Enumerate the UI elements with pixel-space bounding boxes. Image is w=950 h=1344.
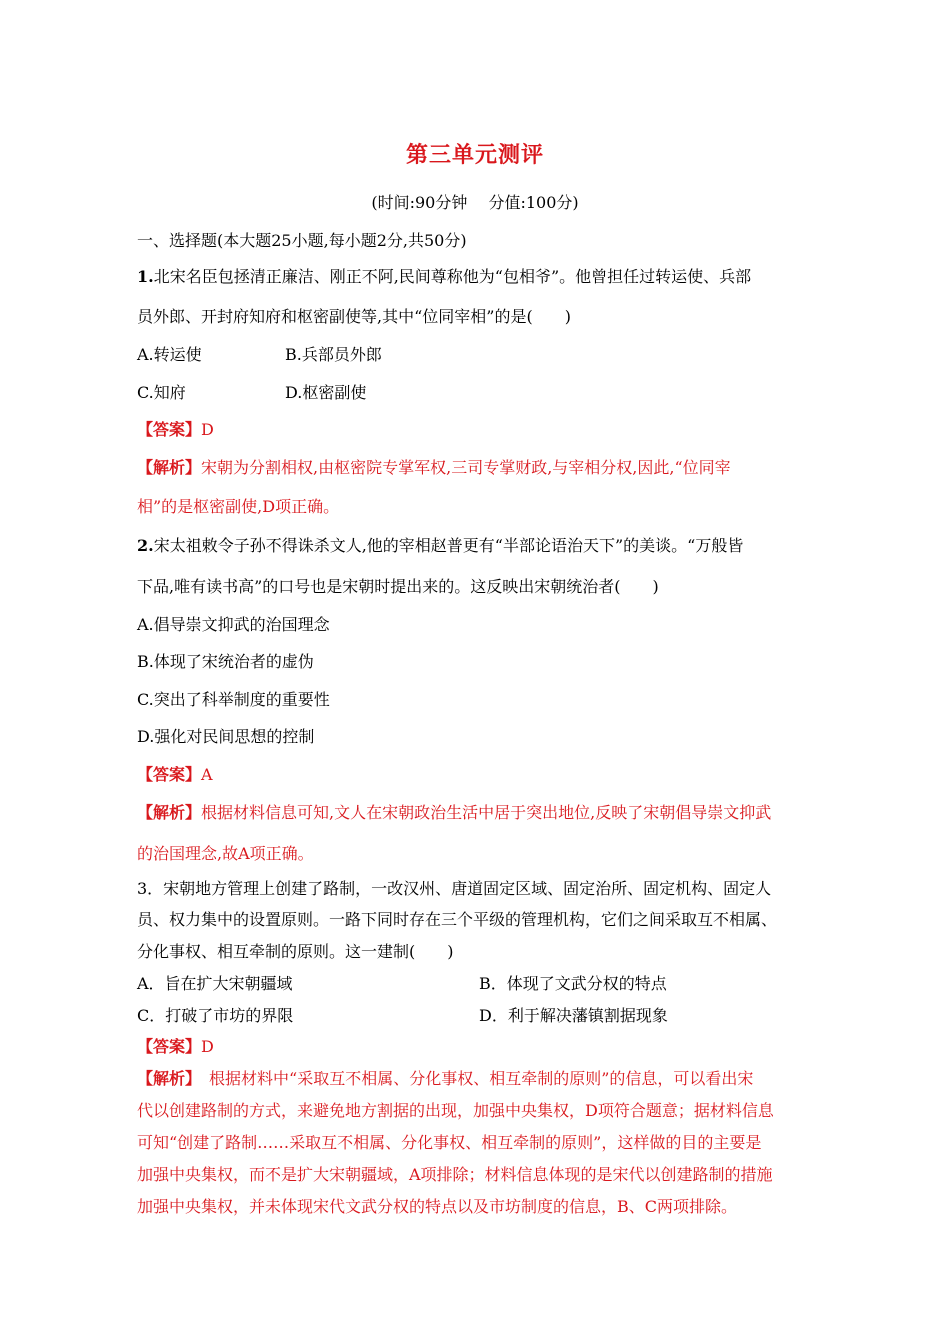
question-2-option-d: D.强化对民间思想的控制 bbox=[137, 727, 315, 746]
question-2-analysis-line-2: 的治国理念,故A项正确。 bbox=[137, 844, 314, 863]
question-1-option-c: C.知府 bbox=[137, 383, 186, 402]
section-heading: 一、选择题(本大题25小题,每小题2分,共50分) bbox=[137, 231, 467, 250]
question-3-option-a: A．旨在扩大宋朝疆域 bbox=[137, 974, 293, 993]
question-2-option-a: A.倡导崇文抑武的治国理念 bbox=[137, 615, 330, 634]
question-2-option-b: B.体现了宋统治者的虚伪 bbox=[137, 652, 314, 671]
question-1-analysis-line-2: 相”的是枢密副使,D项正确。 bbox=[137, 497, 340, 516]
question-3-analysis-line-5: 加强中央集权，并未体现宋代文武分权的特点以及市坊制度的信息，B、C两项排除。 bbox=[137, 1197, 738, 1216]
question-2-stem-line-2: 下品,唯有读书高”的口号也是宋朝时提出来的。这反映出宋朝统治者( ) bbox=[137, 577, 659, 596]
question-3-option-d: D．利于解决藩镇割据现象 bbox=[479, 1006, 668, 1025]
question-3-stem-line-2: 员、权力集中的设置原则。一路下同时存在三个平级的管理机构，它们之间采取互不相属、 bbox=[137, 910, 778, 929]
question-1-option-a: A.转运使 bbox=[137, 345, 202, 364]
question-1-number: 1. bbox=[137, 267, 154, 286]
page-title: 第三单元测评 bbox=[405, 142, 544, 168]
question-3-option-b: B．体现了文武分权的特点 bbox=[479, 974, 667, 993]
question-3-option-c: C．打破了市坊的界限 bbox=[137, 1006, 294, 1025]
question-3-analysis-line-4: 加强中央集权，而不是扩大宋朝疆域，A项排除；材料信息体现的是宋代以创建路制的措施 bbox=[137, 1165, 773, 1184]
question-2-option-c: C.突出了科举制度的重要性 bbox=[137, 690, 330, 709]
question-3-stem-line-1: 3．宋朝地方管理上创建了路制，一改汉州、唐道固定区域、固定治所、固定机构、固定人 bbox=[137, 879, 772, 898]
question-3-answer: 【答案】D bbox=[137, 1037, 214, 1056]
question-2-number: 2. bbox=[137, 536, 154, 555]
question-1-option-b: B.兵部员外郎 bbox=[285, 345, 382, 364]
question-2-answer: 【答案】A bbox=[137, 765, 213, 784]
question-3-analysis-line-2: 代以创建路制的方式，来避免地方割据的出现，加强中央集权，D项符合题意；据材料信息 bbox=[137, 1101, 774, 1120]
question-1-stem-line-2: 员外郎、开封府知府和枢密副使等,其中“位同宰相”的是( ) bbox=[137, 307, 571, 326]
exam-meta: (时间:90分钟 分值:100分) bbox=[371, 193, 579, 212]
question-2-analysis-line-1: 【解析】根据材料信息可知,文人在宋朝政治生活中居于突出地位,反映了宋朝倡导崇文抑武 bbox=[137, 803, 772, 822]
question-3-analysis-line-1: 【解析】 根据材料中“采取互不相属、分化事权、相互牵制的原则”的信息，可以看出宋 bbox=[137, 1069, 754, 1088]
question-2-stem-line-1: 2.宋太祖敕令子孙不得诛杀文人,他的宰相赵普更有“半部论语治天下”的美谈。“万般皆 bbox=[137, 536, 744, 555]
question-1-analysis-line-1: 【解析】宋朝为分割相权,由枢密院专掌军权,三司专掌财政,与宰相分权,因此,“位同宰 bbox=[137, 458, 731, 477]
question-1-answer: 【答案】D bbox=[137, 420, 214, 439]
question-1-option-d: D.枢密副使 bbox=[285, 383, 367, 402]
question-3-analysis-line-3: 可知“创建了路制……采取互不相属、分化事权、相互牵制的原则”，这样做的目的主要是 bbox=[137, 1133, 762, 1152]
question-1-stem-line-1: 1.北宋名臣包拯清正廉洁、刚正不阿,民间尊称他为“包相爷”。他曾担任过转运使、兵部 bbox=[137, 267, 752, 286]
question-3-stem-line-3: 分化事权、相互牵制的原则。这一建制( ) bbox=[137, 942, 454, 961]
